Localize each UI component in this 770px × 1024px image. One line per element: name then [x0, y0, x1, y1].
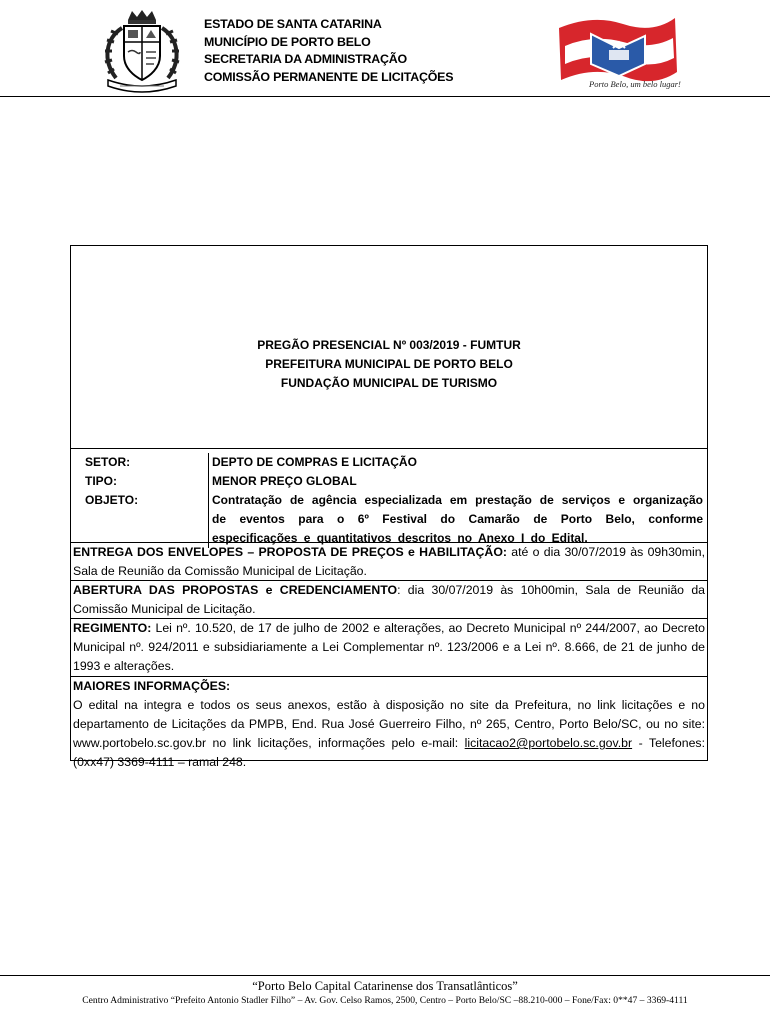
footer-address: Centro Administrativo “Prefeito Antonio Stadler Filho” – Av. Gov. Celso Ramos, 2500, Centro – Porto Belo/SC –88.210-000 – Fone/Fax: 0**47 – 3369-4111: [82, 995, 688, 1006]
municipal-coat-of-arms-logo: [92, 8, 192, 94]
regimento-text: Lei nº. 10.520, de 17 de julho de 2002 e alterações, ao Decreto Municipal nº 244/2007, ao Decreto Municipal nº. 924/2011 e subsidiariamente a Lei Complementar nº. 123/2006 e a Lei nº. 8.666, de 21 de junho de 1993 e alterações.: [73, 621, 705, 673]
header-municipality: MUNICÍPIO DE PORTO BELO: [204, 34, 371, 49]
entrega-label: ENTREGA DOS ENVELOPES – PROPOSTA DE PREÇOS e HABILITAÇÃO:: [73, 545, 507, 559]
tipo-value: MENOR PREÇO GLOBAL: [208, 472, 707, 491]
notice-title-line-3: FUNDAÇÃO MUNICIPAL DE TURISMO: [280, 376, 498, 390]
abertura-text: : dia 30/07/2019 às 10h00min, Sala de Reunião da Comissão Municipal de Licitação.: [73, 583, 705, 616]
notice-title: [71, 336, 707, 393]
header-commission: COMISSÃO PERMANENTE DE LICITAÇÕES: [204, 69, 454, 84]
header-divider: [0, 96, 770, 97]
header-institution-block: [204, 16, 453, 86]
header-secretariat: SECRETARIA DA ADMINISTRAÇÃO: [204, 52, 407, 66]
objeto-label: OBJETO:: [85, 493, 139, 507]
notice-title-line-1: PREGÃO PRESENCIAL Nº 003/2019 - FUMTUR: [257, 338, 521, 352]
informacoes-label: MAIORES INFORMAÇÕES:: [73, 679, 231, 693]
fields-top-divider: [71, 448, 707, 449]
notice-title-line-2: PREFEITURA MUNICIPAL DE PORTO BELO: [265, 357, 513, 371]
flag-motto-text: Porto Belo, um belo lugar!: [589, 79, 681, 89]
field-row-setor: [71, 453, 707, 472]
informacoes-section: [71, 677, 707, 772]
regimento-label: REGIMENTO:: [73, 621, 152, 635]
entrega-text: até o dia 30/07/2019 às 09h30min, Sala de Reunião da Comissão Municipal de Licitação.: [73, 545, 705, 578]
abertura-section: [71, 581, 707, 619]
footer-slogan: “Porto Belo Capital Catarinense dos Transatlânticos”: [252, 979, 518, 993]
header-state: ESTADO DE SANTA CATARINA: [204, 17, 382, 31]
field-row-tipo: [71, 472, 707, 491]
contact-phones: - Telefones: (0xx47) 3369-4111 – ramal 248.: [73, 736, 705, 769]
tipo-label: TIPO:: [85, 474, 117, 488]
contact-email-link[interactable]: licitacao2@portobelo.sc.gov.br: [464, 736, 633, 750]
setor-label: SETOR:: [85, 455, 131, 469]
informacoes-text: O edital na integra e todos os seus anexos, estão à disposição no site da Prefeitura, no link licitações e no departamento de Licitações da PMPB, End. Rua José Guerreiro Filho, nº 265, Centro, Porto Belo/SC, ou no site: www.portobelo.sc.gov.br no link licitações, informações pelo e-mail:: [73, 698, 705, 750]
notice-box: [70, 245, 708, 769]
fields-table: [71, 453, 707, 548]
abertura-label: ABERTURA DAS PROPOSTAS e CREDENCIAMENTO: [73, 583, 398, 597]
porto-belo-flag-logo: [553, 14, 683, 90]
footer-divider: [0, 975, 770, 976]
setor-value: DEPTO DE COMPRAS E LICITAÇÃO: [208, 453, 707, 472]
field-row-objeto: [71, 491, 707, 548]
objeto-value: Contratação de agência especializada em prestação de serviços e organização de eventos para o 6º Festival do Camarão de Porto Belo, conforme especificações e quantitativos descritos no Anexo I do Edital.: [208, 491, 707, 548]
regimento-section: [71, 619, 707, 676]
entrega-section: [71, 543, 707, 581]
